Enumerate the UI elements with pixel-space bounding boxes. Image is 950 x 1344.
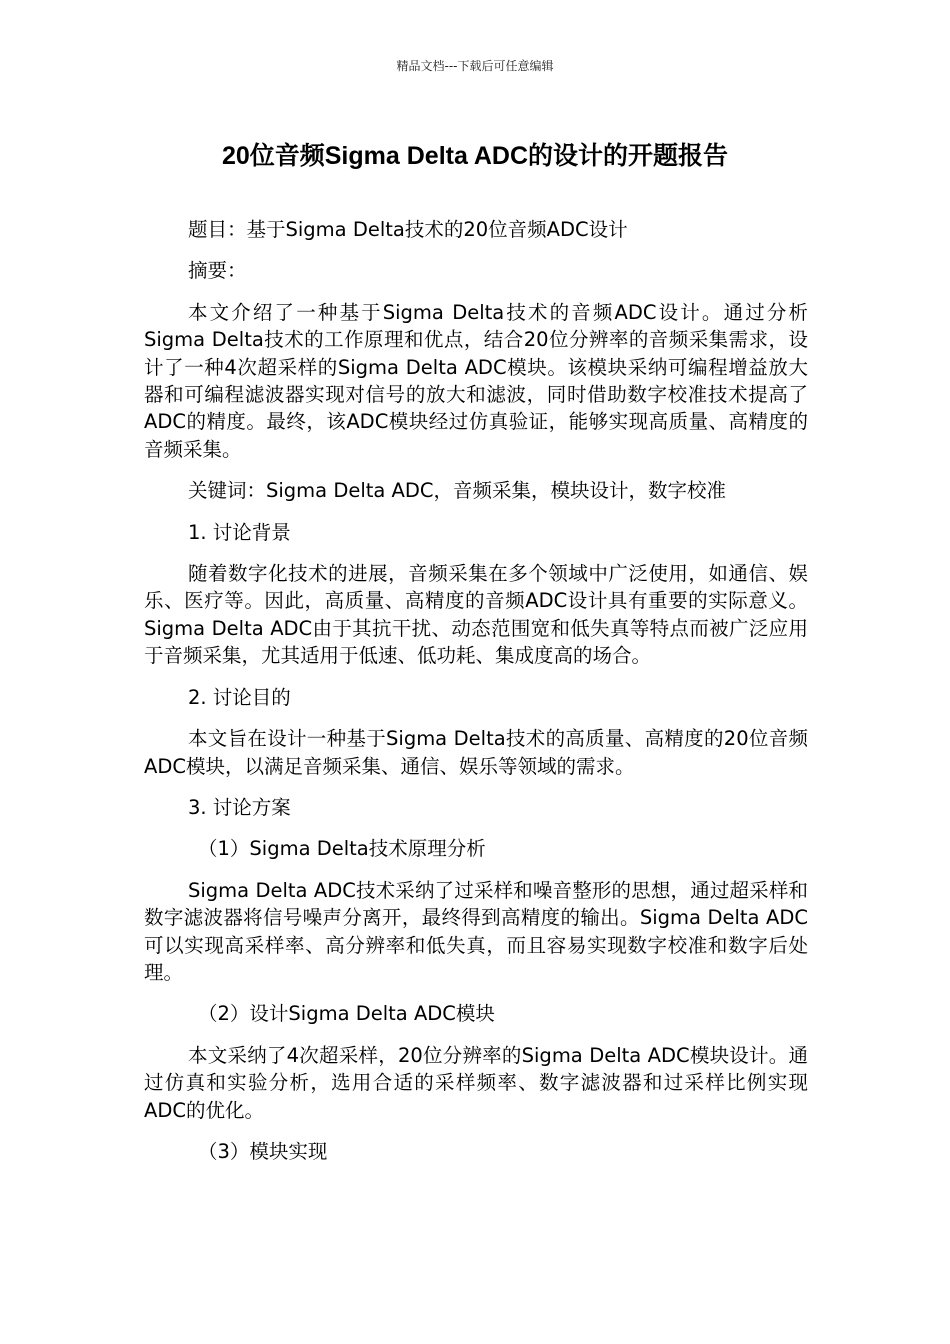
- principle-paragraph: Sigma Delta ADC技术采纳了过采样和噪音整形的思想，通过超采样和数字滤波器将信号噪声分离开，最终得到高精度的输出。Sigma Delta ADC可以实现高采样率、高分辨率和低失真，而且容易实现数字校准和数字后处理。: [144, 878, 808, 984]
- design-paragraph: 本文采纳了4次超采样，20位分辨率的Sigma Delta ADC模块设计。通过仿真和实验分析，选用合适的采样频率、数字滤波器和过采样比例实现ADC的优化。: [144, 1043, 808, 1122]
- subsection-heading-design: （2）设计Sigma Delta ADC模块: [198, 1002, 495, 1026]
- abstract-heading: 摘要：: [188, 259, 247, 283]
- section-heading-purpose: 2. 讨论目的: [188, 685, 291, 709]
- document-title: 20位音频Sigma Delta ADC的设计的开题报告: [221, 142, 729, 170]
- document-body: [144, 216, 808, 1179]
- subsection-heading-principle: （1）Sigma Delta技术原理分析: [198, 837, 486, 861]
- background-paragraph: 随着数字化技术的进展，音频采集在多个领域中广泛使用，如通信、娱乐、医疗等。因此，高质量、高精度的音频ADC设计具有重要的实际意义。Sigma Delta ADC由于其抗干扰、动态范围宽和低失真等特点而被广泛应用于音频采集，尤其适用于低速、低功耗、集成度高的场合。: [144, 562, 808, 668]
- subsection-heading-implementation: （3）模块实现: [198, 1139, 328, 1163]
- section-heading-background: 1. 讨论背景: [188, 520, 291, 544]
- section-heading-plan: 3. 讨论方案: [188, 795, 291, 819]
- abstract-paragraph: 本文介绍了一种基于Sigma Delta技术的音频ADC设计。通过分析Sigma Delta技术的工作原理和优点，结合20位分辨率的音频采集需求，设计了一种4次超采样的Sigma Delta ADC模块。该模块采纳可编程增益放大器和可编程滤波器实现对信号的放大和滤波，同时借助数字校准技术提高了ADC的精度。最终，该ADC模块经过仿真验证，能够实现高质量、高精度的音频采集。: [144, 300, 808, 461]
- topic-line: 题目：基于Sigma Delta技术的20位音频ADC设计: [188, 218, 628, 241]
- purpose-paragraph: 本文旨在设计一种基于Sigma Delta技术的高质量、高精度的20位音频ADC模块，以满足音频采集、通信、娱乐等领域的需求。: [144, 727, 808, 778]
- header-note: 精品文档---下载后可任意编辑: [396, 59, 554, 73]
- keywords-line: 关键词：Sigma Delta ADC，音频采集，模块设计，数字校准: [188, 479, 727, 503]
